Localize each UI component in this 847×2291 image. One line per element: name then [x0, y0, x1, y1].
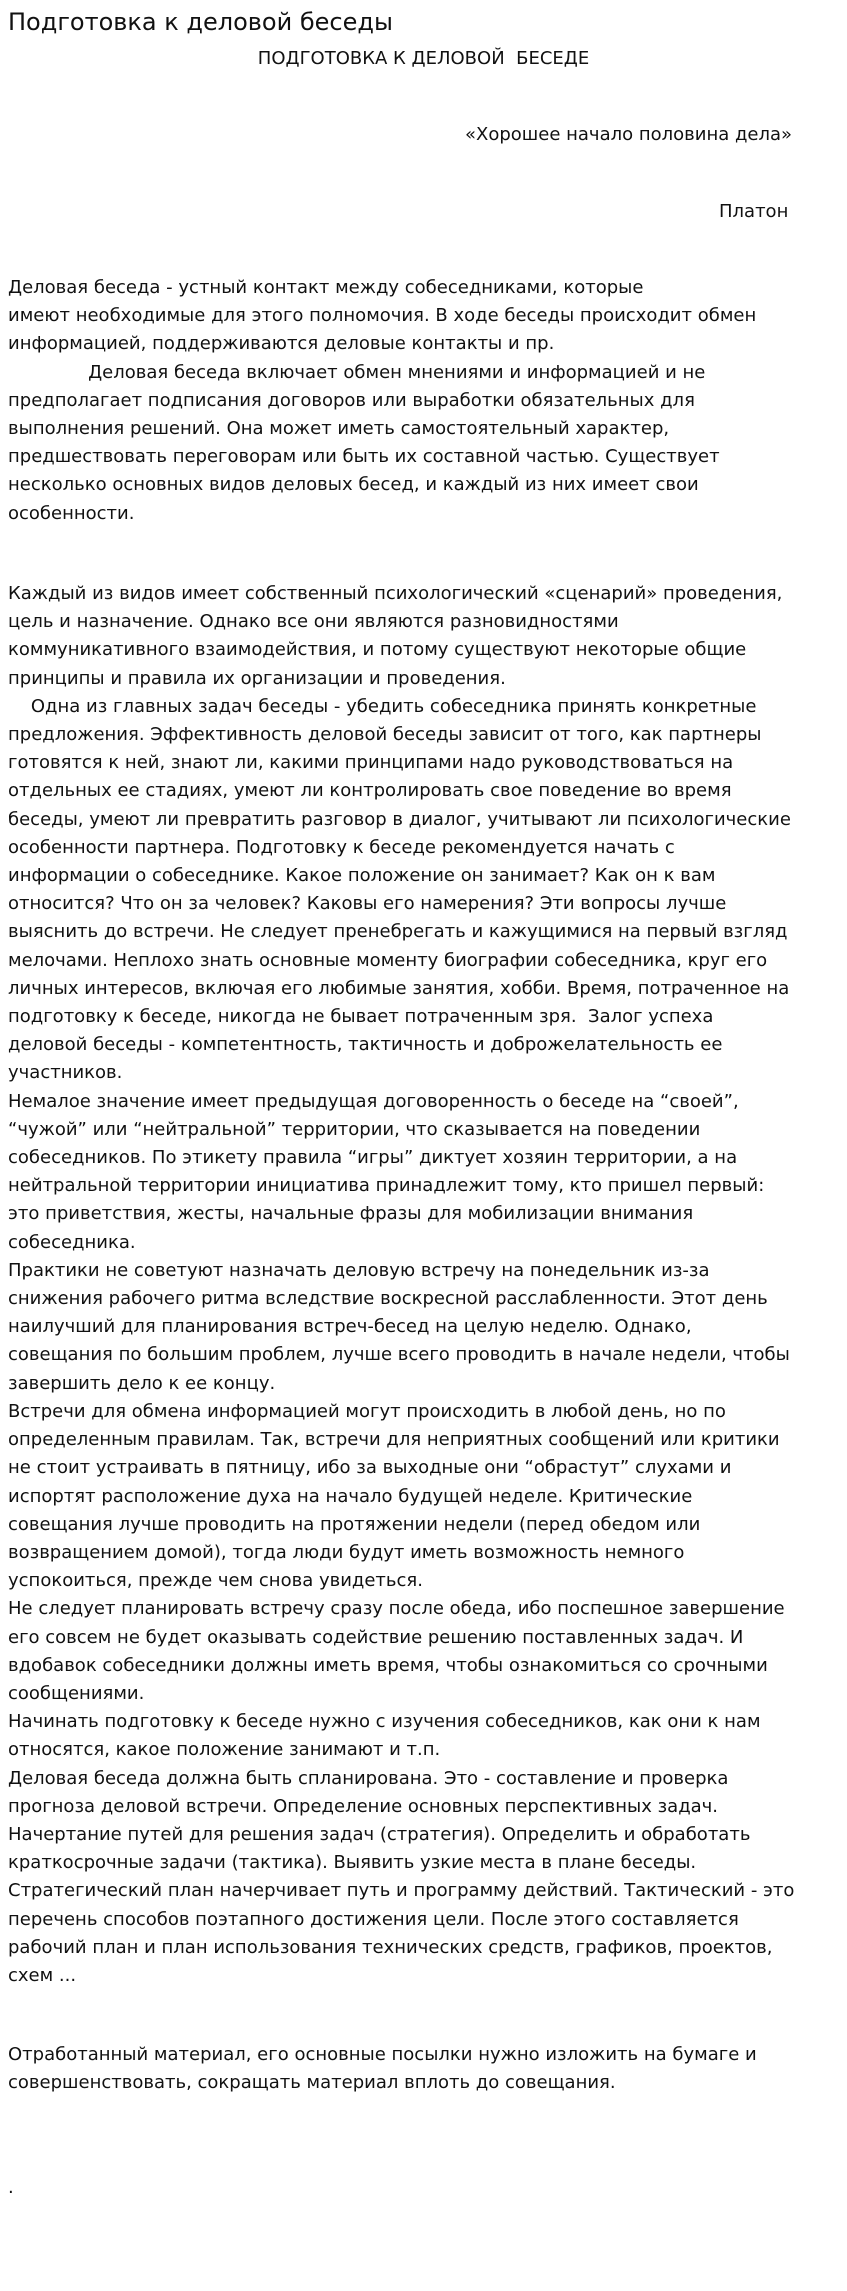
intro-paragraphs: Деловая беседа - устный контакт между собеседниками, которые имеют необходимые для этого полномочия. В ходе беседы происходит обмен информацией, поддерживаются деловые контакты и пр. Деловая беседа включает обмен мнениями и информацией и не предполагает подписания договоров или выработки обязательных для выполнения решений. Она может иметь самостоятельный характер, предшествовать переговорам или быть их составной частью. Существует несколько основных видов деловых бесед, и каждый из них имеет свои особенности. [8, 277, 757, 524]
closing-paragraph: Отработанный материал, его основные посылки нужно изложить на бумаге и совершенствовать, сокращать материал вплоть до совещания. [8, 2044, 757, 2094]
epigraph-quote: «Хорошее начало половина дела» [465, 124, 793, 145]
main-body-text: Каждый из видов имеет собственный психологический «сценарий» проведения, цель и назначение. Однако все они являются разновидностями коммуникативного взаимодействия, и потому существуют некоторые общие принципы и правила их организации и проведения. Одна из главных задач беседы - убедить собеседника принять конкретные предложения. Эффективность деловой беседы зависит от того, как партнеры готовятся к ней, знают ли, какими принципами надо руководствоваться на отдельных ее стадиях, умеют ли контролировать свое поведение во время беседы, умеют ли превратить разговор в диалог, учитывают ли психологические особенности партнера. Подготовку к беседе рекомендуется начать с информации о собеседнике. Какое положение он занимает? Как он к вам относится? Что он за человек? Каковы его намерения? Эти вопросы лучше выяснить до встречи. Не следует пренебрегать и кажущимися на первый взгляд мелочами. Неплохо знать основные моменту биографии собеседника, круг его личных интересов, включая его любимые занятия, хобби. Время, потраченное на подготовку к беседе, никогда не бывает потраченным зря. Залог успеха деловой беседы - компетентность, тактичность и доброжелательность ее участников. Немалое значение имеет предыдущая договоренность о беседе на “своей”, “чужой” или “нейтральной” территории, что сказывается на поведении собеседников. По этикету правила “игры” диктует хозяин территории, а на нейтральной территории инициатива принадлежит тому, кто пришел первый: это приветствия, жесты, начальные фразы для мобилизации внимания собеседника. Практики не советуют назначать деловую встречу на понедельник из-за снижения рабочего ритма вследствие воскресной расслабленности. Этот день наилучший для планирования встреч-бесед на целую неделю. Однако, совещания по большим проблем, лучше всего проводить в начале недели, чтобы завершить дело к ее концу. Встречи для обмена информацией могут происходить в любой день, но по определенным правилам. Так, встречи для неприятных сообщений или критики не стоит устраивать в пятницу, ибо за выходные они “обрастут” слухами и испортят расположение духа на начало будущей неделе. Критические совещания лучше проводить на протяжении недели (перед обедом или возвращением домой), тогда люди будут иметь возможность немного успокоиться, прежде чем снова увидеться. Не следует планировать встречу сразу после обеда, ибо поспешное завершение его совсем не будет оказывать содействие решению поставленных задач. И вдобавок собеседники должны иметь время, чтобы ознакомиться со срочными сообщениями. Начинать подготовку к беседе нужно с изучения собеседников, как они к нам относятся, какое положение занимают и т.п. Деловая беседа должна быть спланирована. Это - составление и проверка прогноза деловой встречи. Определение основных перспективных задач. Начертание путей для решения задач (стратегия). Определить и обработать краткосрочные задачи (тактика). Выявить узкие места в плане беседы. Стратегический план начерчивает путь и программу действий. Тактический - это перечень способов поэтапного достижения цели. После этого составляется рабочий план и план использования технических средств, графиков, проектов, схем ... [8, 583, 795, 1986]
page-title: Подготовка к деловой беседы [8, 8, 393, 36]
epigraph-author: Платон [719, 201, 789, 222]
trailing-mark: . [8, 2177, 14, 2198]
document-heading: ПОДГОТОВКА К ДЕЛОВОЙ БЕСЕДЕ [257, 48, 590, 69]
